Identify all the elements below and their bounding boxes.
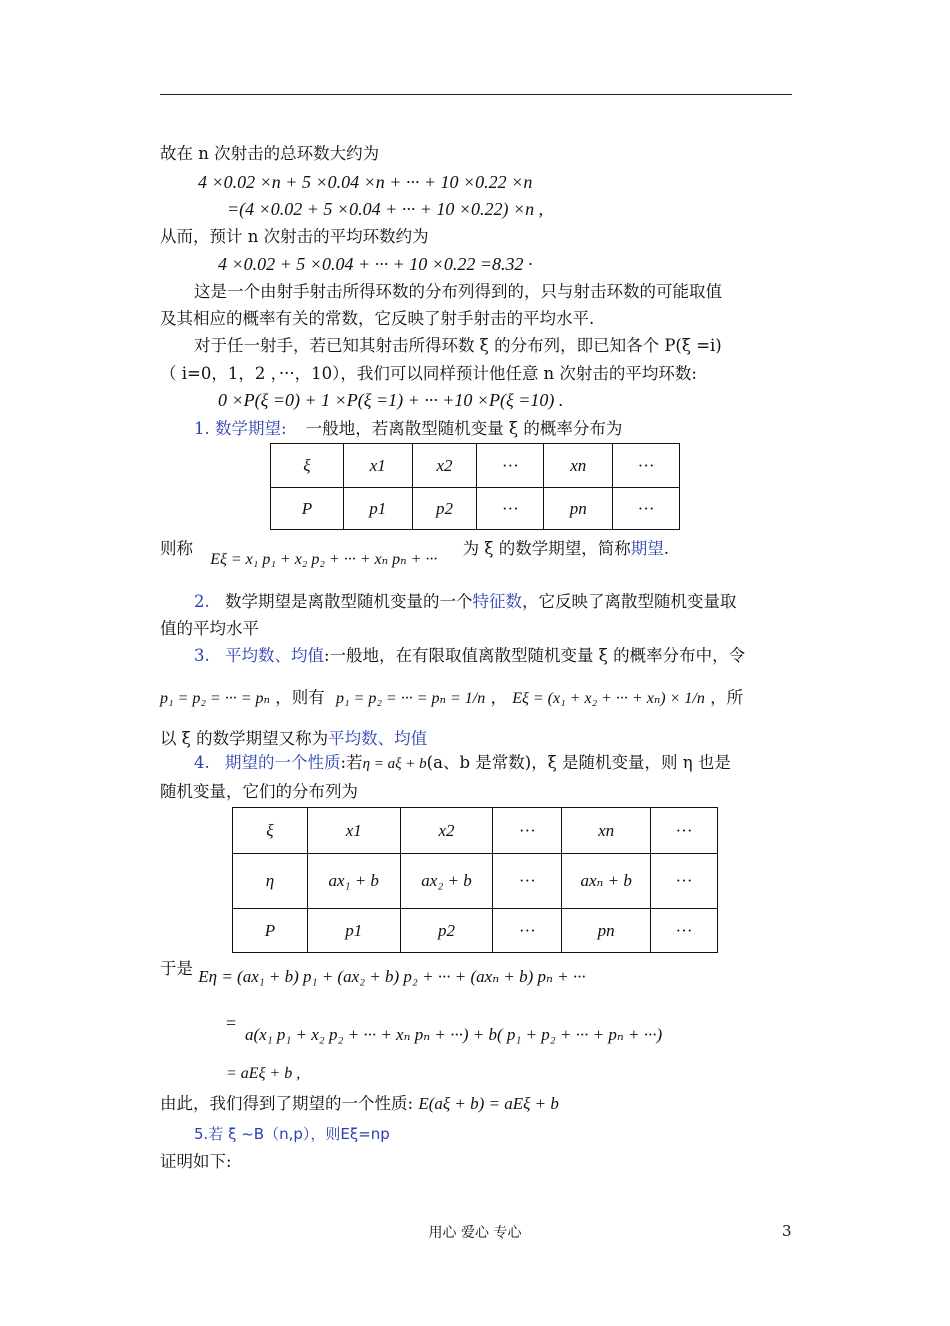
section-3-equations: p₁ = p₂ = ··· = pₙ ，则有 p₁ = p₂ = ··· = pₙ = 1/n ， Eξ = (x₁ + x₂ + ··· + xₙ) × 1/n ，所: [160, 688, 744, 707]
section-2-text-c: 值的平均水平: [160, 619, 259, 638]
section-5-title: 5.若 ξ ~B（n,p），则Eξ=np: [194, 1125, 390, 1143]
section-4-heading: [194, 752, 731, 775]
section-3-num: 3.: [194, 646, 210, 665]
section-3-mid: ，则有: [275, 688, 325, 707]
conclusion-formula: E(aξ + b) = aEξ + b: [418, 1094, 559, 1113]
section-4-num: 4.: [194, 753, 210, 772]
section-1-heading: [194, 418, 622, 440]
table1-cell: pn: [544, 488, 613, 530]
section-2-text-a: 数学期望是离散型随机变量的一个: [225, 592, 473, 611]
section-3-term: 平均数、均值: [225, 646, 324, 665]
page-footer: 用心 爱心 专心: [428, 1225, 522, 1241]
section-2: [194, 591, 737, 613]
expectation-is: 为 ξ 的数学期望，简称: [462, 539, 631, 558]
table1-cell: p1: [343, 488, 412, 530]
table2-cell: ξ: [233, 808, 308, 854]
eta-formula: η = aξ + b: [362, 756, 427, 772]
intro-line-2: 从而，预计 n 次射击的平均环数约为: [160, 227, 429, 246]
equation-2: =(4 ×0.02 + 5 ×0.04 + ··· + 10 ×0.22) ×n ,: [227, 199, 544, 219]
equation-1: 4 ×0.02 ×n + 5 ×0.04 ×n + ··· + 10 ×0.22 ×n: [198, 172, 533, 192]
table2-cell: x2: [400, 808, 493, 854]
conclusion: [160, 1093, 559, 1115]
distribution-table-2: [232, 807, 718, 953]
table2-cell: pn: [562, 909, 651, 953]
expectation-end: .: [663, 539, 669, 558]
expectation-definition: [160, 538, 669, 568]
then-label: 则称: [160, 539, 193, 558]
header-rule: [160, 94, 792, 95]
equation-3: 4 ×0.02 + 5 ×0.04 + ··· + 10 ×0.22 =8.32 ·: [218, 254, 533, 274]
table1-cell: ···: [477, 444, 544, 488]
table1-cell: p2: [412, 488, 477, 530]
section-4-text-3: 随机变量，它们的分布列为: [160, 782, 358, 801]
paragraph-1a: 这是一个由射手射击所得环数的分布列得到的，只与射击环数的可能取值: [194, 282, 722, 301]
section-4-term: 期望的一个性质: [225, 753, 341, 772]
table1-cell: P: [271, 488, 344, 530]
table2-cell: axₙ + b: [562, 854, 651, 909]
section-3-text: :一般地，在有限取值离散型随机变量 ξ 的概率分布中，令: [324, 646, 746, 665]
table2-cell: η: [233, 854, 308, 909]
section-4-text-2: (a、b 是常数)，ξ 是随机变量，则 η 也是: [426, 753, 731, 772]
table2-cell: ···: [493, 808, 562, 854]
table1-cell: xn: [544, 444, 613, 488]
table1-cell: ···: [613, 488, 680, 530]
table2-cell: p2: [400, 909, 493, 953]
distribution-table-1: [270, 443, 680, 530]
paragraph-1b: 及其相应的概率有关的常数，它反映了射手射击的平均水平.: [160, 309, 595, 328]
expectation-term: 期望: [630, 539, 664, 558]
table2-cell: p1: [307, 909, 400, 953]
table2-cell: ···: [493, 909, 562, 953]
proof-label: 证明如下:: [160, 1152, 232, 1171]
derivation-equals: =: [226, 1013, 237, 1033]
section-2-term: 特征数: [472, 592, 522, 611]
table2-cell: x1: [307, 808, 400, 854]
section-3-tail: ，所: [710, 688, 744, 707]
table1-cell: x1: [343, 444, 412, 488]
section-1-title: 1. 数学期望:: [194, 419, 287, 438]
conclusion-text: 由此，我们得到了期望的一个性质:: [160, 1094, 414, 1113]
mean-formula: Eξ = (x₁ + x₂ + ··· + xₙ) × 1/n: [512, 690, 705, 707]
table2-cell: ···: [651, 909, 718, 953]
table2-cell: ···: [493, 854, 562, 909]
section-3-heading: [194, 645, 745, 667]
section-4-text-1: :若: [340, 753, 363, 772]
derivation-intro: [160, 958, 586, 986]
page-number: 3: [782, 1222, 792, 1240]
equation-4: 0 ×P(ξ =0) + 1 ×P(ξ =1) + ··· +10 ×P(ξ =10) .: [218, 390, 564, 410]
derivation-line-3: = aEξ + b ,: [226, 1065, 301, 1082]
table2-cell: ax₂ + b: [400, 854, 493, 909]
derivation-line-1: Eη = (ax₁ + b) p₁ + (ax₂ + b) p₂ + ··· + (axₙ + b) pₙ + ···: [198, 967, 586, 986]
table2-cell: ···: [651, 808, 718, 854]
section-3-line-3: [160, 728, 427, 750]
paragraph-2a: 对于任一射手，若已知其射击所得环数 ξ 的分布列，即已知各个 P(ξ =i): [194, 336, 722, 355]
equal-probabilities: p₁ = p₂ = ··· = pₙ: [160, 690, 270, 707]
table2-cell: ax₁ + b: [307, 854, 400, 909]
table1-cell: ···: [477, 488, 544, 530]
table1-cell: x2: [412, 444, 477, 488]
section-3-term-2: 平均数、均值: [328, 729, 428, 748]
table1-cell: ξ: [271, 444, 344, 488]
section-2-num: 2.: [194, 592, 210, 611]
table2-cell: ···: [651, 854, 718, 909]
so-label: 于是: [160, 959, 193, 978]
section-2-text-b: ，它反映了离散型随机变量取: [522, 592, 737, 611]
uniform-probability: p₁ = p₂ = ··· = pₙ = 1/n: [336, 690, 486, 707]
table2-cell: xn: [562, 808, 651, 854]
paragraph-2b: （ i=0，1，2 ，···，10），我们可以同样预计他任意 n 次射击的平均环数:: [160, 364, 697, 383]
section-3-line-3a: 以 ξ 的数学期望又称为: [160, 729, 329, 748]
section-1-text: 一般地，若离散型随机变量 ξ 的概率分布为: [305, 419, 623, 438]
table1-cell: ···: [613, 444, 680, 488]
derivation-line-2: a(x₁ p₁ + x₂ p₂ + ··· + xₙ pₙ + ···) + b( p₁ + p₂ + ··· + pₙ + ···): [245, 1025, 663, 1044]
table2-cell: P: [233, 909, 308, 953]
expectation-formula: Eξ = x₁ p₁ + x₂ p₂ + ··· + xₙ pₙ + ···: [210, 551, 438, 568]
intro-line-1: 故在 n 次射击的总环数大约为: [160, 144, 380, 163]
